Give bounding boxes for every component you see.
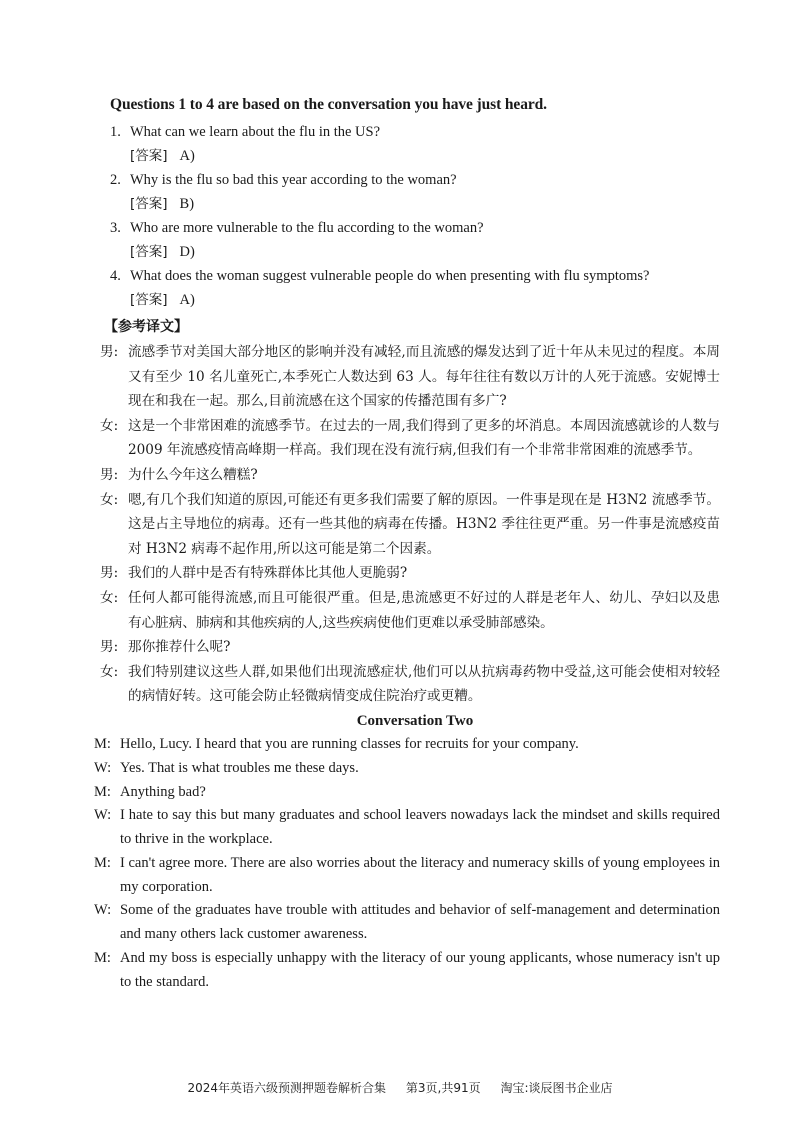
translation-line bbox=[100, 488, 720, 562]
translation-line bbox=[100, 635, 720, 660]
question-text: Why is the flu so bad this year according to the woman? bbox=[130, 172, 457, 188]
dialogue-text: 嗯,有几个我们知道的原因,可能还有更多我们需要了解的原因。一件事是现在是 H3N2 流感季节。这是占主导地位的病毒。还有一些其他的病毒在传播。H3N2 季往往更严重。另一件事是流感疫苗对 H3N2 病毒不起作用,所以这可能是第二个因素。 bbox=[128, 491, 720, 557]
answer-value: D) bbox=[179, 244, 195, 260]
speaker-label: W: bbox=[94, 807, 112, 824]
dialogue-text: Some of the graduates have trouble with attitudes and behavior of self-management and determination and many others lack customer awareness. bbox=[120, 902, 720, 943]
speaker-label: 女: bbox=[100, 417, 119, 434]
document-page bbox=[94, 96, 720, 995]
dialogue-text: And my boss is especially unhappy with the literacy of our young applicants, whose numeracy isn't up to the standard. bbox=[120, 950, 720, 990]
speaker-label: W: bbox=[94, 902, 112, 919]
dialogue-text: 流感季节对美国大部分地区的影响并没有减轻,而且流感的爆发达到了近十年从未见过的程度。本周又有至少 10 名儿童死亡,本季死亡人数达到 63 人。每年往往有数以万计的人死于流感。安妮博士现在和我在一起。那么,目前流感在这个国家的传播范围有多广? bbox=[128, 344, 720, 410]
footer-collection: 2024年英语六级预测押题卷解析合集 bbox=[187, 1081, 387, 1095]
speaker-label: 女: bbox=[100, 663, 119, 680]
answer-tag: [答案] bbox=[130, 292, 168, 308]
answer-tag: [答案] bbox=[130, 148, 168, 164]
question-item bbox=[110, 168, 720, 216]
answer-tag: [答案] bbox=[130, 196, 168, 212]
question-text: Who are more vulnerable to the flu according to the woman? bbox=[130, 220, 484, 236]
translation-block bbox=[100, 340, 720, 709]
speaker-label: 女: bbox=[100, 491, 119, 508]
section-heading: Questions 1 to 4 are based on the conversation you have just heard. bbox=[110, 96, 547, 113]
dialogue-text: 我们特别建议这些人群,如果他们出现流感症状,他们可以从抗病毒药物中受益,这可能会使相对较轻的病情好转。这可能会防止轻微病情变成住院治疗或更糟。 bbox=[128, 663, 720, 705]
answer-value: A) bbox=[179, 292, 195, 308]
question-text: What does the woman suggest vulnerable people do when presenting with flu symptoms? bbox=[130, 268, 650, 284]
question-text: What can we learn about the flu in the US? bbox=[130, 124, 381, 140]
speaker-label: M: bbox=[94, 950, 111, 967]
answer-value: B) bbox=[179, 196, 195, 212]
speaker-label: 女: bbox=[100, 589, 119, 606]
question-item bbox=[110, 216, 720, 264]
answer-value: A) bbox=[179, 148, 195, 164]
reference-translation-title: 【参考译文】 bbox=[104, 319, 188, 335]
dialogue-text: 那你推荐什么呢? bbox=[128, 639, 231, 656]
conversation-line bbox=[94, 804, 720, 852]
question-item bbox=[110, 120, 720, 168]
dialogue-text: Hello, Lucy. I heard that you are running classes for recruits for your company. bbox=[120, 735, 579, 752]
answer-tag: [答案] bbox=[130, 244, 168, 260]
question-item bbox=[110, 264, 720, 312]
translation-line bbox=[100, 463, 720, 488]
dialogue-text: 为什么今年这么糟糕? bbox=[128, 466, 258, 483]
conversation-line bbox=[94, 947, 720, 995]
dialogue-text: 我们的人群中是否有特殊群体比其他人更脆弱? bbox=[128, 565, 408, 582]
conversation-line bbox=[94, 781, 720, 805]
conversation-line bbox=[94, 899, 720, 947]
conversation-title: Conversation Two bbox=[356, 712, 474, 729]
question-number: 4. bbox=[110, 268, 121, 284]
speaker-label: 男: bbox=[100, 466, 119, 483]
question-list bbox=[110, 120, 720, 312]
speaker-label: 男: bbox=[100, 565, 119, 582]
question-number: 3. bbox=[110, 220, 121, 236]
dialogue-text: Yes. That is what troubles me these days. bbox=[120, 759, 359, 776]
translation-line bbox=[100, 660, 720, 709]
speaker-label: 男: bbox=[100, 344, 119, 360]
footer-page-number: 第3页,共91页 bbox=[405, 1081, 481, 1095]
dialogue-text: 任何人都可能得流感,而且可能很严重。但是,患流感更不好过的人群是老年人、幼儿、孕妇以及患有心脏病、肺病和其他疾病的人,这些疾病使他们更难以承受肺部感染。 bbox=[128, 589, 720, 631]
speaker-label: W: bbox=[94, 759, 112, 776]
translation-line bbox=[100, 414, 720, 463]
page-footer bbox=[0, 1079, 800, 1096]
translation-line bbox=[100, 586, 720, 635]
conversation-line bbox=[94, 852, 720, 900]
question-number: 2. bbox=[110, 172, 121, 188]
footer-shop: 淘宝:谈辰图书企业店 bbox=[500, 1081, 613, 1095]
translation-line bbox=[100, 340, 720, 414]
translation-line bbox=[100, 561, 720, 586]
speaker-label: M: bbox=[94, 783, 111, 800]
dialogue-text: I can't agree more. There are also worries about the literacy and numeracy skills of young employees in my corporation. bbox=[120, 854, 720, 895]
dialogue-text: 这是一个非常困难的流感季节。在过去的一周,我们得到了更多的坏消息。本周因流感就诊的人数与 2009 年流感疫情高峰期一样高。我们现在没有流行病,但我们有一个非常非常困难的流感季节。 bbox=[128, 417, 720, 459]
conversation-line bbox=[94, 757, 720, 781]
speaker-label: M: bbox=[94, 854, 111, 871]
speaker-label: 男: bbox=[100, 639, 119, 656]
dialogue-text: Anything bad? bbox=[120, 783, 206, 800]
conversation-block bbox=[94, 733, 720, 995]
question-number: 1. bbox=[110, 124, 121, 140]
speaker-label: M: bbox=[94, 735, 111, 752]
dialogue-text: I hate to say this but many graduates and school leavers nowadays lack the mindset and skills required to thrive in the workplace. bbox=[120, 807, 720, 848]
conversation-line bbox=[94, 733, 720, 757]
